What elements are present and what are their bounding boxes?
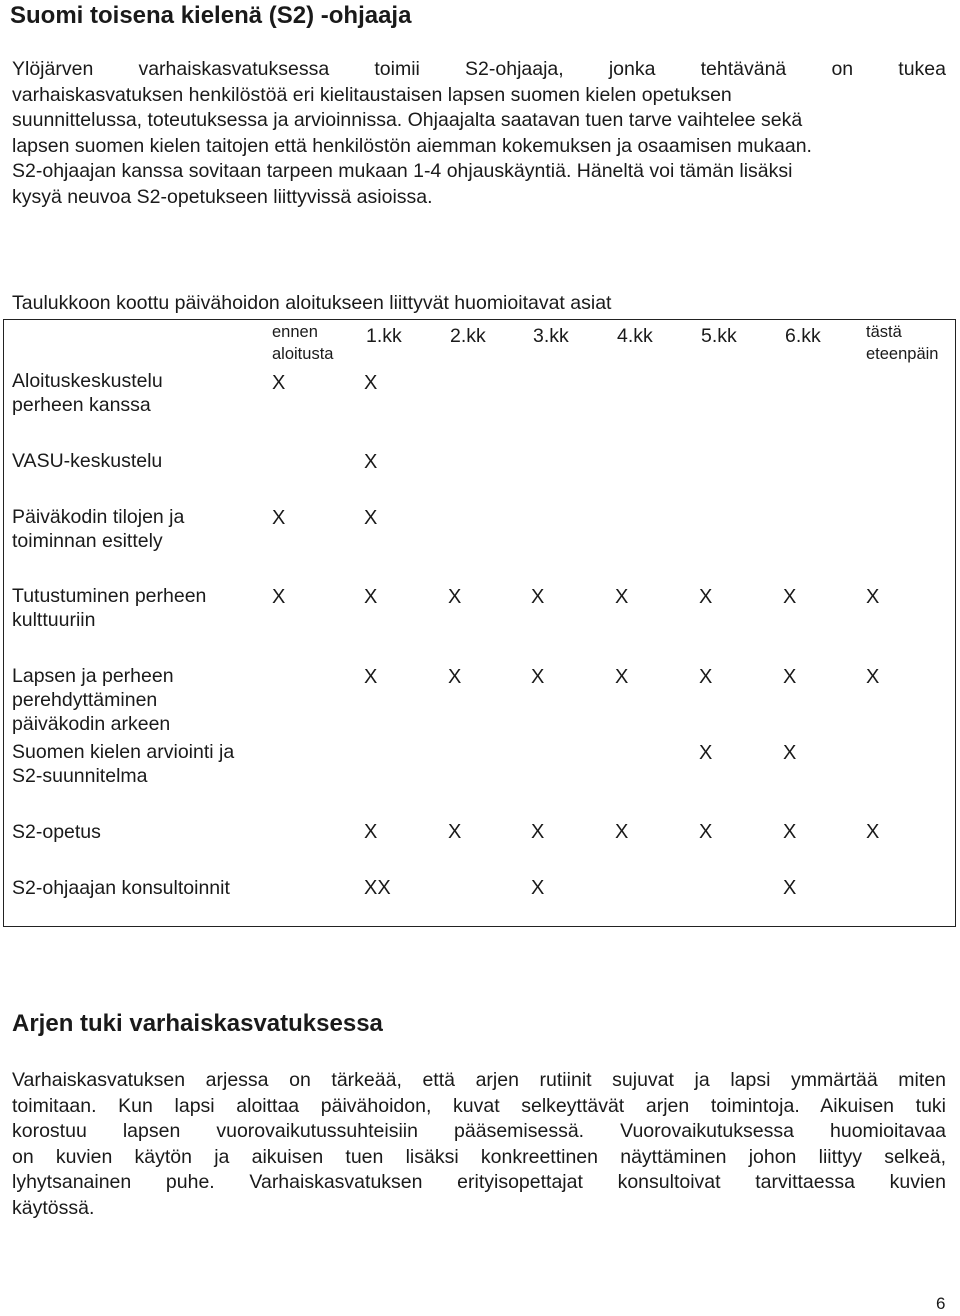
row-label-line: perheen kanssa xyxy=(12,394,151,416)
paragraph-line: S2-ohjaajan kanssa sovitaan tarpeen mukaan 1-4 ohjauskäyntiä. Häneltä voi tämän lisäksi xyxy=(12,160,793,183)
check-mark: X xyxy=(448,666,462,688)
paragraph-line: Ylöjärven varhaiskasvatuksessa toimii S2-ohjaaja, jonka tehtävänä on tukea xyxy=(12,58,946,80)
onboarding-table xyxy=(3,319,956,927)
row-label xyxy=(12,584,206,632)
check-mark: X xyxy=(364,821,378,843)
header-month-3: 3.kk xyxy=(533,325,569,347)
row-label-line: perehdyttäminen xyxy=(12,689,158,711)
check-mark: X xyxy=(783,877,797,899)
check-mark: X xyxy=(448,586,462,608)
row-label xyxy=(12,876,230,900)
check-mark: X xyxy=(272,507,286,529)
row-label xyxy=(12,449,162,473)
row-label xyxy=(12,740,234,788)
check-mark: X xyxy=(364,451,378,473)
paragraph-line: korostuu lapsen vuorovaikutussuhteisiin pääsemisessä. Vuorovaikutuksessa huomioitavaa xyxy=(12,1120,946,1143)
row-label-line: päiväkodin arkeen xyxy=(12,713,171,735)
header-after xyxy=(866,321,939,365)
check-mark: X xyxy=(364,586,378,608)
daily-support-paragraph xyxy=(12,1068,946,1222)
paragraph-line: suunnittelussa, toteutuksessa ja arvioinnissa. Ohjaajalta saatavan tuen tarve vaihtelee sekä xyxy=(12,109,803,132)
check-mark: X xyxy=(272,372,286,394)
row-label-line: Lapsen ja perheen xyxy=(12,665,174,687)
check-mark: X xyxy=(364,666,378,688)
check-mark: X xyxy=(615,586,629,608)
row-label-line: Suomen kielen arviointi ja xyxy=(12,741,235,763)
check-mark: X xyxy=(783,821,797,843)
header-month-6: 6.kk xyxy=(785,325,821,347)
check-mark: X xyxy=(699,742,713,764)
page-number: 6 xyxy=(936,1294,946,1313)
row-label xyxy=(12,664,174,736)
check-mark: X xyxy=(364,507,378,529)
header-month-1: 1.kk xyxy=(366,325,402,347)
check-mark: X xyxy=(448,821,462,843)
header-after-line: tästä xyxy=(866,323,902,341)
row-label-line: toiminnan esittely xyxy=(12,530,163,552)
row-label-line: Aloituskeskustelu xyxy=(12,370,163,392)
paragraph-line: varhaiskasvatuksen henkilöstöä eri kielitaustaisen lapsen suomen kielen opetuksen xyxy=(12,83,732,106)
header-month-5: 5.kk xyxy=(701,325,737,347)
check-mark: X xyxy=(699,586,713,608)
check-mark: X xyxy=(699,666,713,688)
paragraph-line: lapsen suomen kielen taitojen että henkilöstön aiemman kokemuksen ja osaamisen mukaan. xyxy=(12,134,812,157)
check-mark: XX xyxy=(364,877,391,899)
row-label-line: S2-opetus xyxy=(12,821,101,843)
check-mark: X xyxy=(783,666,797,688)
check-mark: X xyxy=(615,821,629,843)
check-mark: X xyxy=(531,821,545,843)
check-mark: X xyxy=(866,666,880,688)
check-mark: X xyxy=(364,372,378,394)
paragraph-line: toimitaan. Kun lapsi aloittaa päivähoidon, kuvat selkeyttävät arjen toimintoja. Aikuisen tuki xyxy=(12,1094,946,1117)
intro-paragraph xyxy=(12,57,946,211)
row-label xyxy=(12,820,101,844)
header-month-4: 4.kk xyxy=(617,325,653,347)
table-caption: Taulukkoon koottu päivähoidon aloitukseen liittyvät huomioitavat asiat xyxy=(12,292,612,314)
check-mark: X xyxy=(783,586,797,608)
paragraph-line: on kuvien käytön ja aikuisen tuen lisäksi konkreettinen näyttäminen johon liittyy selkeä, xyxy=(12,1145,946,1168)
check-mark: X xyxy=(531,666,545,688)
row-label-line: Tutustuminen perheen xyxy=(12,585,207,607)
check-mark: X xyxy=(699,821,713,843)
header-before-line: aloitusta xyxy=(272,345,334,363)
section-title: Arjen tuki varhaiskasvatuksessa xyxy=(12,1010,383,1037)
check-mark: X xyxy=(783,742,797,764)
paragraph-line: lyhytsanainen puhe. Varhaiskasvatuksen erityisopettajat konsultoivat tarvittaessa kuvien xyxy=(12,1171,946,1194)
row-label-line: S2-ohjaajan konsultoinnit xyxy=(12,877,230,899)
paragraph-line: käytössä. xyxy=(12,1196,95,1219)
check-mark: X xyxy=(866,821,880,843)
check-mark: X xyxy=(866,586,880,608)
header-before xyxy=(272,321,333,365)
header-month-2: 2.kk xyxy=(450,325,486,347)
check-mark: X xyxy=(531,877,545,899)
row-label xyxy=(12,369,163,417)
row-label-line: S2-suunnitelma xyxy=(12,765,148,787)
paragraph-line: Varhaiskasvatuksen arjessa on tärkeää, että arjen rutiinit sujuvat ja lapsi ymmärtää miten xyxy=(12,1069,946,1091)
header-after-line: eteenpäin xyxy=(866,345,939,363)
check-mark: X xyxy=(272,586,286,608)
section-title: Suomi toisena kielenä (S2) -ohjaaja xyxy=(10,2,412,29)
row-label xyxy=(12,505,184,553)
header-before-line: ennen xyxy=(272,323,318,341)
paragraph-line: kysyä neuvoa S2-opetukseen liittyvissä asioissa. xyxy=(12,185,433,208)
check-mark: X xyxy=(615,666,629,688)
row-label-line: kulttuuriin xyxy=(12,609,96,631)
row-label-line: Päiväkodin tilojen ja xyxy=(12,506,185,528)
check-mark: X xyxy=(531,586,545,608)
row-label-line: VASU-keskustelu xyxy=(12,450,163,472)
